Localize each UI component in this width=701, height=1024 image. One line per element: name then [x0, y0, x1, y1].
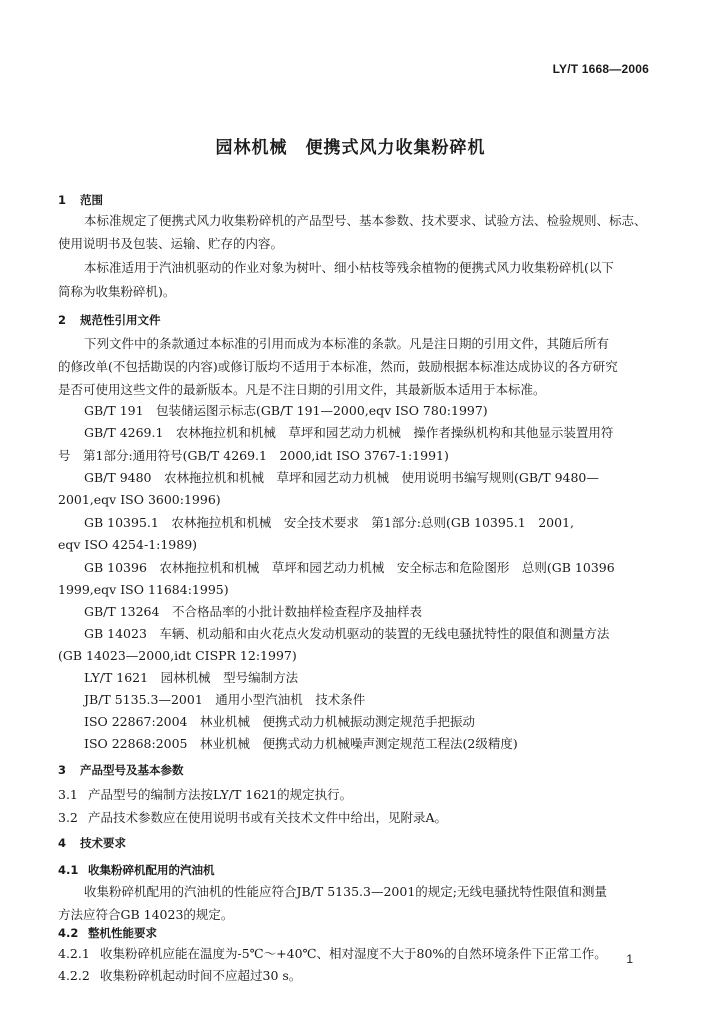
- reference-line: GB/T 4269.1 农林拖拉机和机械 草坪和园艺动力机械 操作者操纵机构和其他显示装置用符: [84, 425, 614, 440]
- reference-line: 号 第1部分:通用符号(GB/T 4269.1 2000,idt ISO 3767-1:1991): [58, 448, 449, 463]
- section-title: 技术要求: [80, 836, 126, 850]
- reference-line: 2001,eqv ISO 3600:1996): [58, 492, 221, 507]
- section-title: 范围: [80, 193, 103, 207]
- section-number: 3: [58, 763, 67, 777]
- reference-line: (GB 14023—2000,idt CISPR 12:1997): [58, 648, 297, 663]
- clause-text: 收集粉碎机起动时间不应超过30 s。: [100, 968, 302, 983]
- paragraph-line: 方法应符合GB 14023的规定。: [58, 907, 234, 922]
- reference-line: GB/T 9480 农林拖拉机和机械 草坪和园艺动力机械 使用说明书编写规则(GB/T 9480—: [84, 470, 599, 485]
- reference-line: JB/T 5135.3—2001 通用小型汽油机 技术条件: [84, 692, 366, 707]
- paragraph-line: 下列文件中的条款通过本标准的引用而成为本标准的条款。凡是注日期的引用文件，其随后所有: [84, 336, 610, 351]
- paragraph-line: 的修改单(不包括勘误的内容)或修订版均不适用于本标准，然而，鼓励根据本标准达成协议的各方研究: [58, 359, 618, 374]
- section-title: 产品型号及基本参数: [80, 763, 184, 777]
- clause-number: 4.2: [58, 926, 79, 940]
- clause-number: 4.2.1: [58, 946, 90, 961]
- section-2-heading: [58, 310, 161, 330]
- section-number: 1: [58, 193, 67, 207]
- reference-line: GB 10396 农林拖拉机和机械 草坪和园艺动力机械 安全标志和危险图形 总则(GB 10396: [84, 560, 615, 575]
- clause-text: 产品技术参数应在使用说明书或有关技术文件中给出，见附录A。: [88, 810, 448, 825]
- clause-number: 4.1: [58, 863, 79, 877]
- clause-4-2-heading: [58, 923, 157, 943]
- clause-4-2-2: [58, 966, 301, 986]
- paragraph-line: 收集粉碎机配用的汽油机的性能应符合JB/T 5135.3—2001的规定;无线电骚扰特性限值和测量: [84, 884, 607, 899]
- reference-line: 1999,eqv ISO 11684:1995): [58, 582, 229, 597]
- clause-number: 3.2: [58, 810, 78, 825]
- section-4-heading: [58, 833, 126, 853]
- reference-line: eqv ISO 4254-1:1989): [58, 537, 198, 552]
- clause-text: 产品型号的编制方法按LY/T 1621的规定执行。: [88, 787, 353, 802]
- clause-title: 收集粉碎机配用的汽油机: [88, 863, 215, 877]
- standard-number: LY/T 1668—2006: [552, 62, 649, 76]
- clause-4-1-heading: [58, 860, 215, 880]
- paragraph-line: 使用说明书及包装、运输、贮存的内容。: [58, 236, 284, 251]
- reference-line: ISO 22868:2005 林业机械 便携式动力机械噪声测定规范工程法(2级精度): [84, 736, 518, 751]
- section-number: 2: [58, 313, 67, 327]
- reference-line: GB/T 13264 不合格品率的小批计数抽样检查程序及抽样表: [84, 604, 422, 619]
- clause-title: 整机性能要求: [88, 926, 157, 940]
- page-number: 1: [626, 952, 633, 966]
- reference-line: GB 14023 车辆、机动船和由火花点火发动机驱动的装置的无线电骚扰特性的限值和测量方法: [84, 626, 610, 641]
- clause-3-2: [58, 808, 447, 828]
- reference-line: GB 10395.1 农林拖拉机和机械 安全技术要求 第1部分:总则(GB 10395.1 2001,: [84, 515, 574, 530]
- section-title: 规范性引用文件: [80, 313, 161, 327]
- clause-4-2-1: [58, 944, 607, 964]
- clause-number: 4.2.2: [58, 968, 90, 983]
- clause-3-1: [58, 785, 352, 805]
- reference-line: GB/T 191 包装储运图示标志(GB/T 191—2000,eqv ISO 780:1997): [84, 403, 488, 418]
- paragraph-line: 本标准规定了便携式风力收集粉碎机的产品型号、基本参数、技术要求、试验方法、检验规则、标志、: [84, 213, 647, 228]
- clause-text: 收集粉碎机应能在温度为-5℃～+40℃、相对湿度不大于80%的自然环境条件下正常工作。: [100, 946, 607, 961]
- document-title: 园林机械 便携式风力收集粉碎机: [215, 138, 486, 158]
- clause-number: 3.1: [58, 787, 78, 802]
- paragraph-line: 简称为收集粉碎机)。: [58, 284, 176, 299]
- reference-line: LY/T 1621 园林机械 型号编制方法: [84, 670, 299, 685]
- section-number: 4: [58, 836, 67, 850]
- paragraph-line: 是否可使用这些文件的最新版本。凡是不注日期的引用文件，其最新版本适用于本标准。: [58, 382, 546, 397]
- section-3-heading: [58, 760, 184, 780]
- section-1-heading: [58, 190, 103, 210]
- paragraph-line: 本标准适用于汽油机驱动的作业对象为树叶、细小枯枝等残余植物的便携式风力收集粉碎机(以下: [84, 260, 614, 275]
- reference-line: ISO 22867:2004 林业机械 便携式动力机械振动测定规范手把振动: [84, 714, 476, 729]
